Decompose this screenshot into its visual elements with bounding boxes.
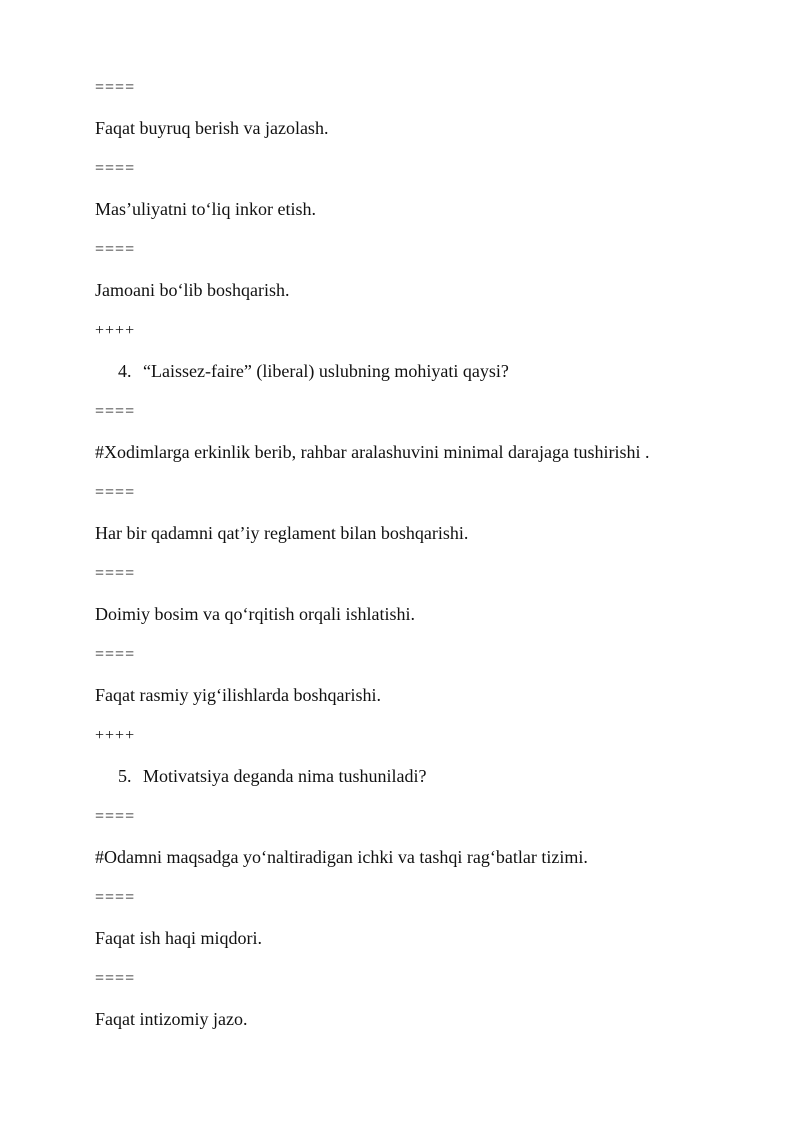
separator: ====: [95, 808, 136, 825]
separator: ====: [95, 889, 136, 906]
question-separator: ++++: [95, 322, 136, 339]
separator: ====: [95, 241, 136, 258]
answer-option: Faqat buyruq berish va jazolash.: [95, 118, 329, 138]
question-5: [118, 765, 426, 787]
answer-option: Doimiy bosim va qo‘rqitish orqali ishlatishi.: [95, 604, 415, 624]
answer-option: Har bir qadamni qat’iy reglament bilan boshqarishi.: [95, 523, 469, 543]
question-number: 4.: [118, 361, 132, 381]
separator: ====: [95, 565, 136, 582]
question-number: 5.: [118, 766, 132, 786]
separator: ====: [95, 646, 136, 663]
answer-option: Faqat ish haqi miqdori.: [95, 928, 262, 948]
correct-answer-option: #Odamni maqsadga yo‘naltiradigan ichki va tashqi rag‘batlar tizimi.: [95, 847, 588, 867]
separator: ====: [95, 403, 136, 420]
answer-option: Mas’uliyatni to‘liq inkor etish.: [95, 199, 316, 219]
separator: ====: [95, 160, 136, 177]
separator: ====: [95, 484, 136, 501]
answer-option: Faqat rasmiy yig‘ilishlarda boshqarishi.: [95, 685, 381, 705]
separator: ====: [95, 79, 136, 96]
question-text: Motivatsiya deganda nima tushuniladi?: [143, 766, 427, 786]
question-4: [118, 360, 509, 382]
question-text: “Laissez-faire” (liberal) uslubning mohiyati qaysi?: [143, 361, 509, 381]
separator: ====: [95, 970, 136, 987]
answer-option: Jamoani bo‘lib boshqarish.: [95, 280, 290, 300]
answer-option: Faqat intizomiy jazo.: [95, 1009, 248, 1029]
question-separator: ++++: [95, 727, 136, 744]
correct-answer-option: #Xodimlarga erkinlik berib, rahbar aralashuvini minimal darajaga tushirishi .: [95, 442, 650, 462]
